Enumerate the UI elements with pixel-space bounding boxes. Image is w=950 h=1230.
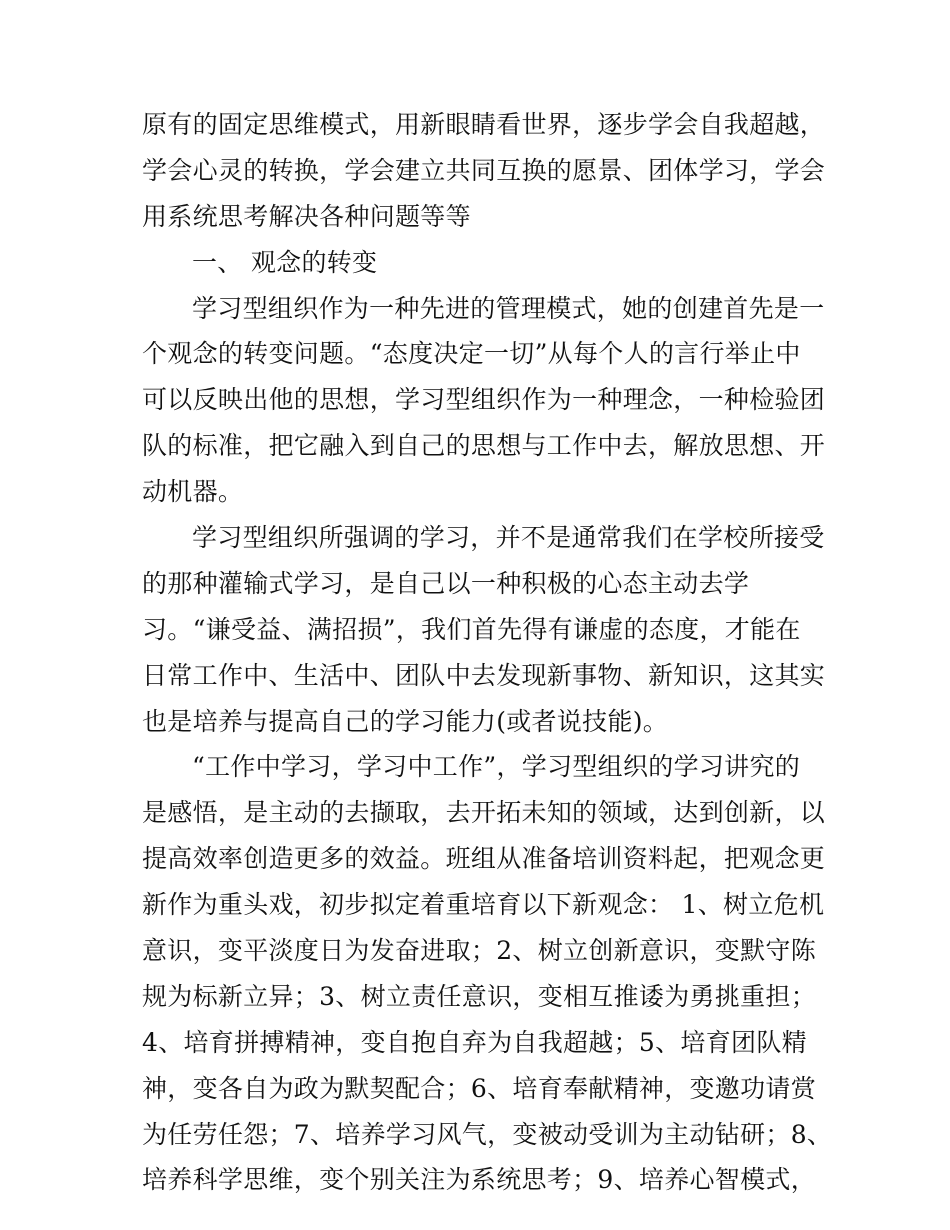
text-line: 意识，变平淡度日为发奋进取；2、树立创新意识，变默守陈	[142, 936, 817, 966]
text-line: 日常工作中、生活中、团队中去发现新事物、新知识，这其实	[142, 660, 826, 690]
text-line: 原有的固定思维模式，用新眼睛看世界，逐步学会自我超越，	[142, 110, 826, 139]
text-line: 培养科学思维，变个别关注为系统思考；9、培养心智模式，	[142, 1165, 817, 1195]
text-line: 用系统思考解决各种问题等等	[142, 201, 471, 231]
text-line: 队的标准，把它融入到自己的思想与工作中去，解放思想、开	[142, 431, 826, 461]
text-line: 提高效率创造更多的效益。班组从准备培训资料起，把观念更	[142, 844, 826, 874]
paragraph-start: 学习型组织所强调的学习，并不是通常我们在学校所接受	[192, 523, 825, 553]
text-line: 新作为重头戏，初步拟定着重培育以下新观念： 1、树立危机	[142, 890, 825, 920]
text-line: 习。“谦受益、满招损”，我们首先得有谦虚的态度，才能在	[142, 614, 801, 644]
text-line: 4、培育拼搏精神，变自抱自弃为自我超越；5、培育团队精	[142, 1027, 807, 1057]
text-line: 规为标新立异；3、树立责任意识，变相互推诿为勇挑重担；	[142, 981, 817, 1011]
text-line: 可以反映出他的思想，学习型组织作为一种理念，一种检验团	[142, 385, 826, 415]
text-line: 神，变各自为政为默契配合；6、培育奉献精神，变邀功请赏	[142, 1073, 817, 1103]
text-line: 动机器。	[142, 477, 244, 507]
text-line: 也是培养与提高自己的学习能力(或者说技能)。	[142, 706, 669, 736]
text-line: 为任劳任怨；7、培养学习风气，变被动受训为主动钻研；8、	[142, 1119, 833, 1149]
text-line: 学会心灵的转换，学会建立共同互换的愿景、团体学习，学会	[142, 155, 826, 185]
paragraph-start: 学习型组织作为一种先进的管理模式，她的创建首先是一	[192, 293, 825, 323]
text-line: 是感悟，是主动的去撷取，去开拓未知的领域，达到创新，以	[142, 798, 826, 828]
section-heading: 一、 观念的转变	[192, 247, 378, 277]
text-line: 的那种灌输式学习，是自己以一种积极的心态主动去学	[142, 568, 750, 598]
text-line: 个观念的转变问题。“态度决定一切”从每个人的言行举止中	[142, 339, 801, 369]
body-text	[142, 102, 833, 1203]
paragraph-start: “工作中学习，学习中工作”，学习型组织的学习讲究的	[192, 752, 801, 782]
